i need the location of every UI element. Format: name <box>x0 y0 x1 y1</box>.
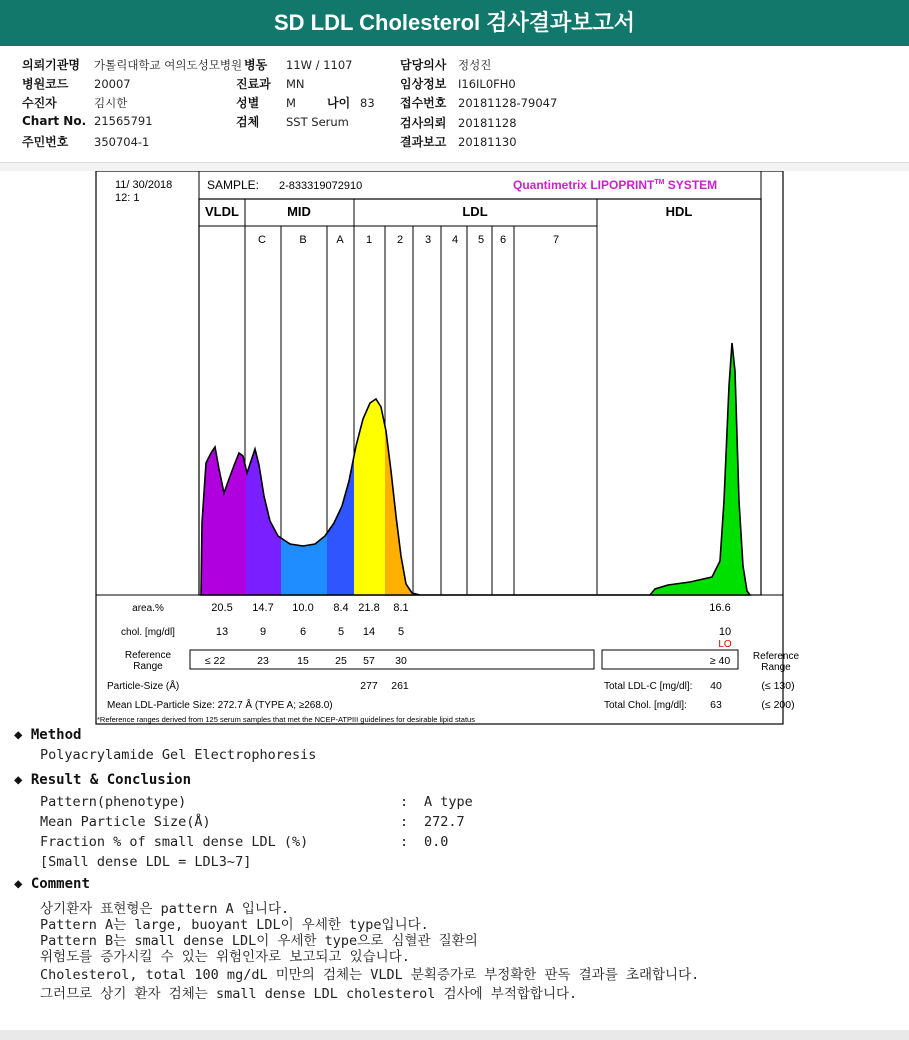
method-text: Polyacrylamide Gel Electrophoresis <box>40 747 317 763</box>
subclass-label: 7 <box>552 234 560 246</box>
group-ldl: LDL <box>462 204 488 219</box>
group-hdl: HDL <box>665 204 693 219</box>
ref-right-2: Range <box>761 662 791 673</box>
result-row-value: A type <box>424 794 473 810</box>
result-row-sep: : <box>400 814 409 830</box>
field-department: 진료과 MN <box>236 77 305 91</box>
comment-line: 위험도를 증가시킬 수 있는 위험인자로 보고되고 있습니다. <box>40 949 410 965</box>
field-doctor: 담당의사 정성진 <box>400 58 492 72</box>
subclass-label: A <box>336 234 344 246</box>
result-note: [Small dense LDL = LDL3~7] <box>40 854 252 870</box>
patient-info <box>0 48 909 163</box>
result-row-value: 0.0 <box>424 834 449 850</box>
lo-flag: LO <box>718 639 732 650</box>
ref-row-cell: 30 <box>395 655 407 667</box>
result-row-label: Fraction % of small dense LDL (%) <box>40 834 309 850</box>
field-receipt-no: 접수번호 20181128-79047 <box>400 96 558 110</box>
result-row-label: Mean Particle Size(Å) <box>40 814 211 830</box>
area-row-cell: 8.1 <box>393 602 409 614</box>
total-ldl-label: Total LDL-C [mg/dl]: <box>604 681 693 692</box>
field-specimen: 검체 SST Serum <box>236 115 349 129</box>
sample-label: SAMPLE: <box>207 178 260 192</box>
bullet-icon: ◆ <box>14 727 23 743</box>
result-row-sep: : <box>400 794 409 810</box>
total-ldl-ref: (≤ 130) <box>761 680 795 692</box>
subclass-label: 4 <box>451 234 459 246</box>
subclass-label: C <box>258 234 266 246</box>
field-sex: 성별 M <box>236 96 296 110</box>
divider <box>0 163 909 171</box>
field-age: 나이 83 <box>327 96 375 110</box>
comment-line: Pattern A는 large, buoyant LDL이 우세한 type입니다. <box>40 917 429 933</box>
area-row-cell: 20.5 <box>211 602 233 614</box>
ref-label-2: Range <box>133 661 163 672</box>
comment-line: 상기환자 표현형은 pattern A 입니다. <box>40 901 290 917</box>
group-mid: MID <box>287 204 311 219</box>
method-section <box>14 727 81 743</box>
particle-size-2: 261 <box>391 680 409 692</box>
group-vldl: VLDL <box>205 204 239 219</box>
area-row-cell: 16.6 <box>709 602 731 614</box>
comment-line: Cholesterol, total 100 mg/dL 미만의 검체는 VLDL 분획증가로 부정확한 판독 결과를 초래합니다. <box>40 967 700 983</box>
field-clinical-info: 임상정보 I16IL0FH0 <box>400 77 516 91</box>
comment-line: Pattern B는 small dense LDL이 우세한 type으로 심혈관 질환의 <box>40 933 478 949</box>
ref-row-cell: 57 <box>363 655 375 667</box>
chol-row-cell: 5 <box>337 626 345 638</box>
ref-label-1: Reference <box>124 650 172 661</box>
total-chol-value: 63 <box>710 699 722 711</box>
chart-date: 11/ 30/2018 <box>115 179 173 191</box>
chart-time: 12: 1 <box>115 192 140 204</box>
footer-bar <box>0 1030 909 1040</box>
field-patient-name: 수진자 김시한 <box>22 96 128 110</box>
ref-row-cell: ≤ 22 <box>204 655 226 667</box>
subclass-label: 5 <box>477 234 485 246</box>
total-ldl-value: 40 <box>710 680 722 692</box>
area-row-cell: 14.7 <box>252 602 274 614</box>
chol-row-cell: 10 <box>718 626 732 638</box>
bullet-icon: ◆ <box>14 772 23 788</box>
field-resident-no: 주민번호 350704-1 <box>22 135 150 149</box>
total-chol-ref: (≤ 200) <box>761 699 795 711</box>
brand-name: Quantimetrix LIPOPRINT™ SYSTEM <box>513 178 718 192</box>
field-hospital-code: 병원코드 20007 <box>22 77 131 91</box>
chol-row-cell: 13 <box>215 626 229 638</box>
chol-row-cell: 14 <box>362 626 376 638</box>
area-label: area.% <box>132 603 164 614</box>
sample-id: 2-833319072910 <box>279 180 363 192</box>
subclass-label: 6 <box>499 234 507 246</box>
ref-row-cell: 23 <box>257 655 269 667</box>
subclass-label: 3 <box>424 234 432 246</box>
particle-size-label: Particle-Size (Å) <box>107 681 180 692</box>
chol-label: chol. [mg/dl] <box>121 627 175 638</box>
subclass-label: 2 <box>396 234 404 246</box>
plot-box <box>199 199 761 595</box>
lipoprint-svg <box>0 171 909 725</box>
field-hospital: 의뢰기관명 가톨릭대학교 여의도성모병원 <box>22 58 243 72</box>
result-row-sep: : <box>400 834 409 850</box>
lipoprint-chart <box>0 171 909 725</box>
method-heading: Method <box>30 727 82 743</box>
field-report-date: 결과보고 20181130 <box>400 135 517 149</box>
chol-row-cell: 5 <box>397 626 405 638</box>
ref-row-cell: 25 <box>335 655 347 667</box>
field-request-date: 검사의뢰 20181128 <box>400 116 517 130</box>
mean-ldl-size: Mean LDL-Particle Size: 272.7 Å (TYPE A; ≥268.0) <box>107 700 333 711</box>
report-title: SD LDL Cholesterol 검사결과보고서 <box>0 0 909 46</box>
result-section <box>14 772 191 788</box>
result-heading: Result & Conclusion <box>30 772 192 788</box>
result-row-value: 272.7 <box>424 814 465 830</box>
area-row-cell: 21.8 <box>358 602 380 614</box>
result-row-label: Pattern(phenotype) <box>40 794 187 810</box>
bullet-icon: ◆ <box>14 876 23 892</box>
area-row-cell: 8.4 <box>333 602 349 614</box>
ref-right-1: Reference <box>752 651 800 662</box>
comment-line: 그러므로 상기 환자 검체는 small dense LDL cholesterol 검사에 부적합합니다. <box>40 986 578 1002</box>
area-row-cell: 10.0 <box>292 602 314 614</box>
chol-row-cell: 6 <box>299 626 307 638</box>
ref-hdl: ≥ 40 <box>709 655 731 667</box>
particle-size-1: 277 <box>360 680 378 692</box>
field-ward: 병동 11W / 1107 <box>244 58 353 72</box>
comment-section <box>14 876 90 892</box>
ref-row-cell: 15 <box>297 655 309 667</box>
field-chart-no: Chart No. 21565791 <box>22 114 153 128</box>
comment-heading: Comment <box>30 876 90 892</box>
subclass-label: B <box>299 234 307 246</box>
footnote: *Reference ranges derived from 125 serum samples that met the NCEP-ATPIII guidelines for desirable lipid status <box>97 715 475 724</box>
subclass-label: 1 <box>365 234 373 246</box>
chol-row-cell: 9 <box>259 626 267 638</box>
total-chol-label: Total Chol. [mg/dl]: <box>604 700 687 711</box>
